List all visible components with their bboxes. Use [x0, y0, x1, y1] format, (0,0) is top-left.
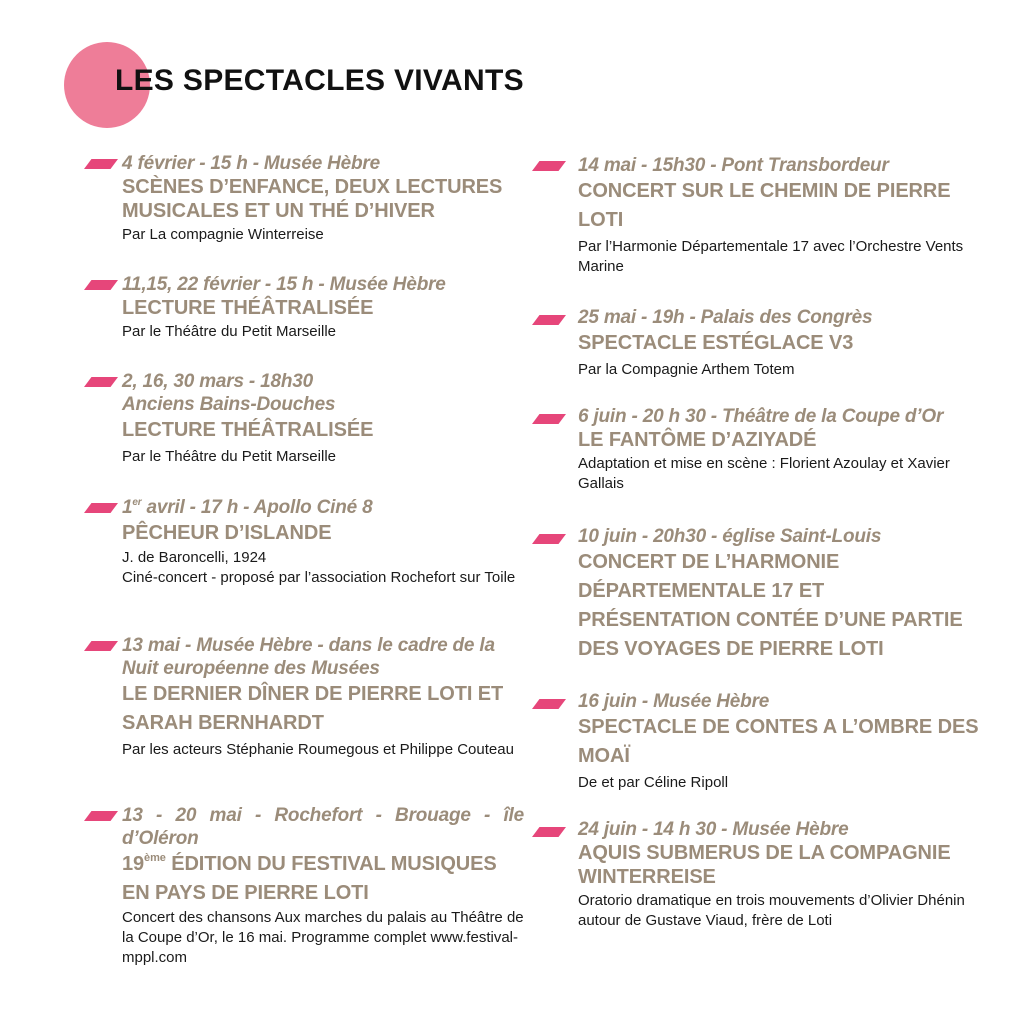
event-meta: 6 juin - 20 h 30 - Théâtre de la Coupe d’Or: [578, 406, 944, 427]
event-item: [532, 690, 982, 793]
event-item: [84, 496, 524, 588]
event-title: PÊCHEUR D’ISLANDE: [122, 522, 332, 544]
event-description: Par les acteurs Stéphanie Roumegous et Philippe Couteau: [122, 741, 514, 758]
event-description-extra: Ciné-concert - proposé par l’association Rochefort sur Toile: [122, 569, 516, 586]
bullet-icon: [84, 377, 118, 387]
event-meta: 25 mai - 19h - Palais des Congrès: [578, 307, 873, 328]
event-item: [532, 818, 982, 931]
event-item: [84, 273, 524, 342]
event-meta: 1er avril - 17 h - Apollo Ciné 8: [122, 497, 373, 518]
event-venue: Anciens Bains-Douches: [122, 394, 336, 415]
event-meta: 16 juin - Musée Hèbre: [578, 691, 770, 712]
event-title: LECTURE THÉÂTRALISÉE: [122, 419, 374, 441]
event-description: Par la Compagnie Arthem Totem: [578, 361, 795, 378]
event-title: LE FANTÔME D’AZIYADÉ: [578, 429, 817, 451]
event-title: SPECTACLE DE CONTES A L’OMBRE DES MOAÏ: [578, 716, 979, 767]
event-description: Concert des chansons Aux marches du palais au Théâtre de la Coupe d’Or, le 16 mai. Programme complet www.festival-mppl.com: [122, 909, 524, 966]
bullet-icon: [84, 811, 118, 821]
event-title: LE DERNIER DÎNER DE PIERRE LOTI ET SARAH BERNHARDT: [122, 683, 504, 734]
event-meta: 24 juin - 14 h 30 - Musée Hèbre: [578, 819, 849, 840]
event-item: [84, 634, 524, 760]
event-item: [532, 525, 982, 664]
event-description: Adaptation et mise en scène : Florient Azoulay et Xavier Gallais: [578, 455, 950, 492]
event-title: 19ème ÉDITION DU FESTIVAL MUSIQUES EN PAYS DE PIERRE LOTI: [122, 852, 497, 904]
bullet-icon: [532, 534, 566, 544]
event-description: Par l’Harmonie Départementale 17 avec l’Orchestre Vents Marine: [578, 238, 964, 275]
event-meta: 13 mai - Musée Hèbre - dans le cadre de la Nuit européenne des Musées: [122, 635, 495, 679]
bullet-icon: [532, 414, 566, 424]
bullet-icon: [84, 159, 118, 169]
event-item: [532, 405, 982, 494]
event-item: [532, 306, 982, 380]
bullet-icon: [532, 699, 566, 709]
event-meta: 14 mai - 15h30 - Pont Transbordeur: [578, 155, 889, 176]
bullet-icon: [532, 315, 566, 325]
event-description: Par le Théâtre du Petit Marseille: [122, 323, 336, 340]
bullet-icon: [84, 641, 118, 651]
bullet-icon: [532, 827, 566, 837]
event-description: De et par Céline Ripoll: [578, 774, 729, 791]
event-meta: 11,15, 22 février - 15 h - Musée Hèbre: [122, 274, 446, 295]
page-title: LES SPECTACLES VIVANTS: [115, 64, 524, 97]
event-description: J. de Baroncelli, 1924: [122, 549, 267, 566]
bullet-icon: [532, 161, 566, 171]
event-meta: 13 - 20 mai - Rochefort - Brouage - île d’Oléron: [122, 805, 524, 849]
event-title: SPECTACLE ESTÉGLACE V3: [578, 332, 854, 354]
bullet-icon: [84, 503, 118, 513]
event-description: Par le Théâtre du Petit Marseille: [122, 448, 336, 465]
bullet-icon: [84, 280, 118, 290]
event-item: [84, 804, 524, 968]
event-item: [84, 370, 524, 467]
event-title: SCÈNES D’ENFANCE, DEUX LECTURES MUSICALES ET UN THÉ D’HIVER: [122, 176, 503, 222]
event-description: Par La compagnie Winterreise: [122, 226, 324, 243]
event-title: CONCERT SUR LE CHEMIN DE PIERRE LOTI: [578, 180, 951, 231]
event-description: Oratorio dramatique en trois mouvements d’Olivier Dhénin autour de Gustave Viaud, frère de Loti: [578, 892, 965, 929]
event-meta: 2, 16, 30 mars - 18h30: [122, 371, 314, 392]
event-meta: 10 juin - 20h30 - église Saint-Louis: [578, 526, 882, 547]
event-title: CONCERT DE L’HARMONIE DÉPARTEMENTALE 17 ET PRÉSENTATION CONTÉE D’UNE PARTIE DES VOYAGES DE PIERRE LOTI: [578, 551, 963, 660]
event-title: LECTURE THÉÂTRALISÉE: [122, 297, 374, 319]
event-title: AQUIS SUBMERUS DE LA COMPAGNIE WINTERREISE: [578, 842, 951, 888]
event-item: [532, 154, 982, 277]
event-item: [84, 152, 524, 245]
event-meta: 4 février - 15 h - Musée Hèbre: [122, 153, 380, 174]
